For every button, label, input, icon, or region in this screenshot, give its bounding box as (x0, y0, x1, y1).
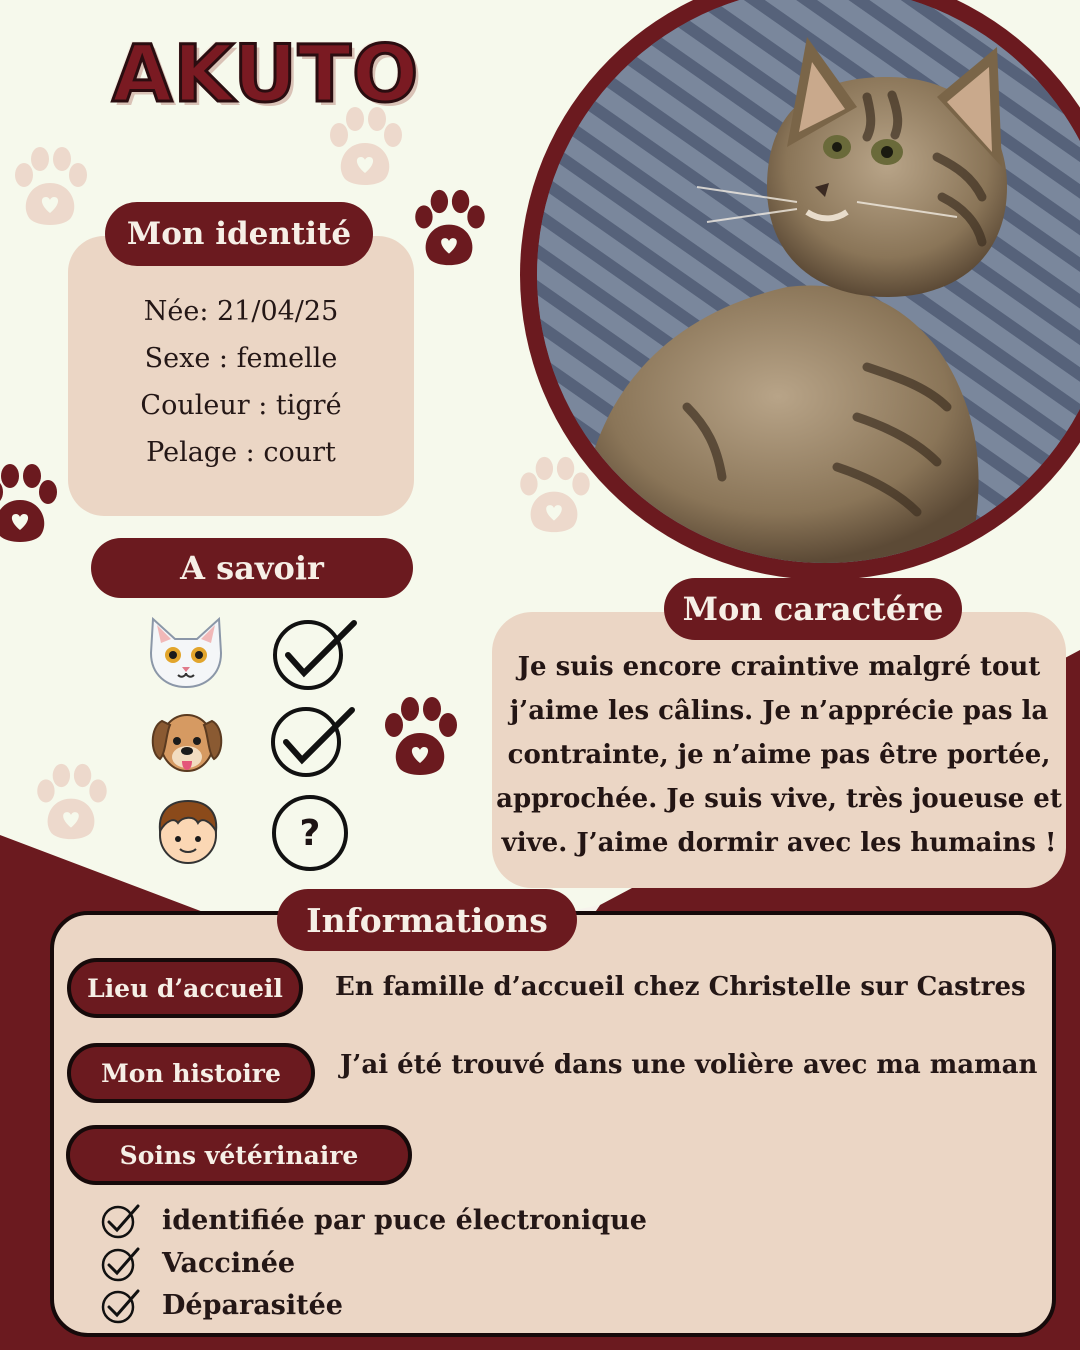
soin-item (100, 1285, 343, 1325)
soin-item (100, 1243, 295, 1283)
paw-icon (515, 455, 593, 537)
identity-sex: Sexe : femelle (144, 343, 338, 374)
lieu-label: Lieu d’accueil (67, 958, 303, 1018)
page-title: AKUTO (112, 30, 420, 120)
paw-icon (10, 145, 90, 230)
paw-icon (0, 462, 60, 547)
soin-label: Vaccinée (162, 1247, 296, 1279)
identity-birth: Née: 21/04/25 (143, 296, 339, 327)
identity-heading: Mon identité (105, 202, 373, 266)
caractere-heading: Mon caractére (664, 578, 962, 640)
soins-label: Soins vétérinaire (66, 1125, 412, 1185)
soin-label: Déparasitée (162, 1289, 343, 1321)
check-icon (100, 1243, 140, 1283)
paw-icon (380, 695, 460, 780)
histoire-text: J’ai été trouvé dans une volière avec ma maman (340, 1050, 1038, 1080)
savoir-heading: A savoir (91, 538, 413, 598)
soin-item (100, 1200, 647, 1240)
check-icon (268, 702, 356, 780)
paw-icon (410, 188, 488, 270)
identity-coat: Pelage : court (146, 437, 336, 468)
caractere-line: approchée. Je suis vive, très joueuse et (496, 784, 1062, 814)
caractere-line: contrainte, je n’aime pas être portée, (507, 740, 1051, 770)
dog-face-icon (148, 703, 226, 781)
informations-heading: Informations (277, 889, 577, 951)
child-face-icon (152, 795, 224, 867)
caractere-line: Je suis encore craintive malgré tout (517, 652, 1041, 682)
paw-icon (32, 762, 110, 844)
check-icon (270, 615, 358, 693)
question-icon: ? (272, 795, 348, 871)
identity-color: Couleur : tigré (140, 390, 342, 421)
identity-card (68, 236, 414, 516)
lieu-text: En famille d’accueil chez Christelle sur Castres (335, 972, 1026, 1002)
check-icon (100, 1285, 140, 1325)
caractere-line: j’aime les câlins. Je n’apprécie pas la (509, 696, 1049, 726)
check-icon (100, 1200, 140, 1240)
histoire-label: Mon histoire (67, 1043, 315, 1103)
caractere-line: vive. J’aime dormir avec les humains ! (501, 828, 1057, 858)
cat-face-icon (145, 613, 227, 691)
caractere-text (492, 645, 1066, 865)
soin-label: identifiée par puce électronique (162, 1204, 647, 1236)
